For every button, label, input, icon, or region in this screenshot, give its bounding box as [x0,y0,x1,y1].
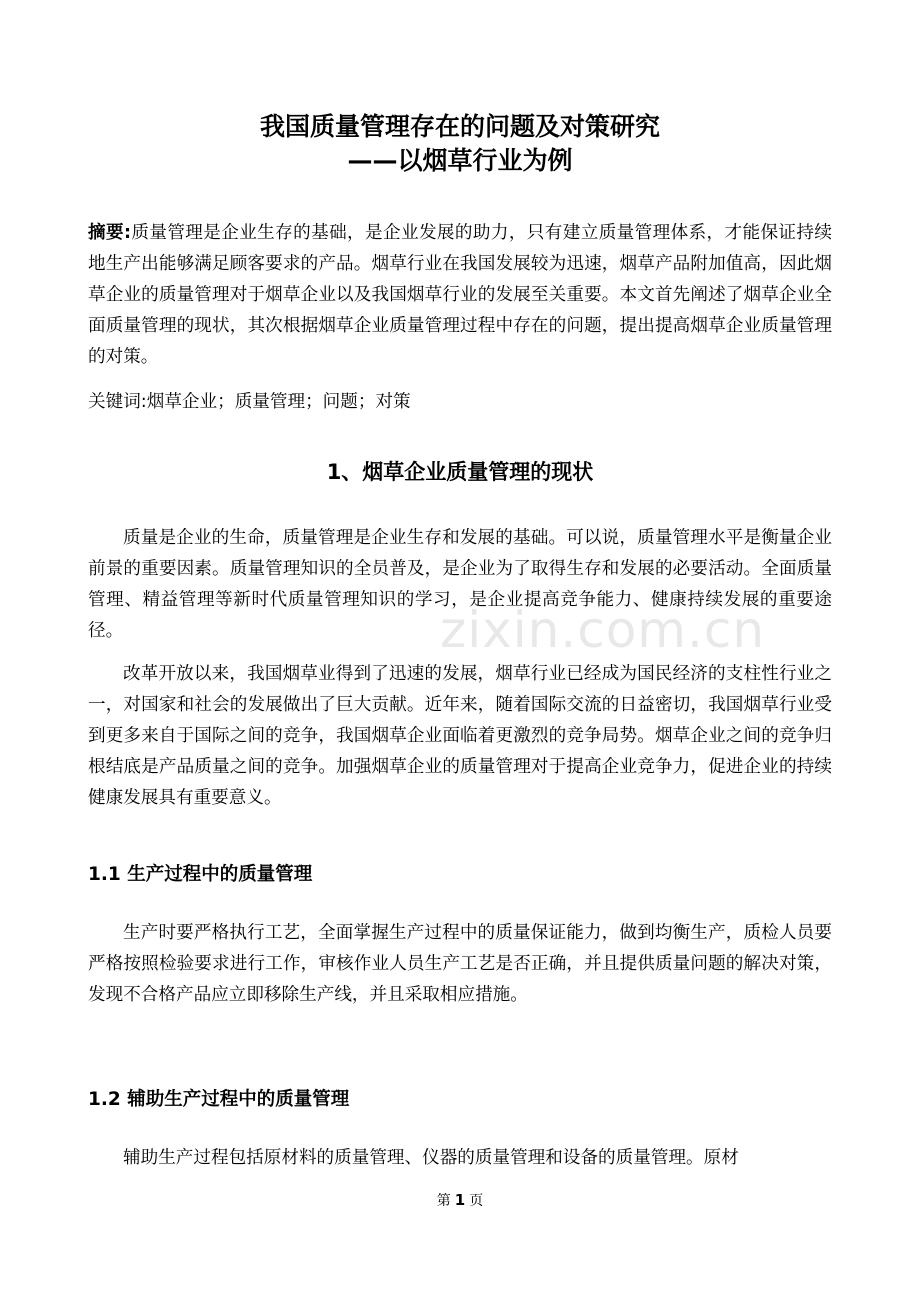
document-subtitle: ——以烟草行业为例 [347,146,573,175]
watermark-text: zixin.com.cn [440,601,766,659]
page-suffix: 页 [469,1193,484,1209]
section-1-paragraph-2: 改革开放以来，我国烟草业得到了迅速的发展，烟草行业已经成为国民经济的支柱性行业之一，对国家和社会的发展做出了巨大贡献。近年来，随着国际交流的日益密切，我国烟草行业受到更多来自于国际之间的竞争，我国烟草企业面临着更激烈的竞争局势。烟草企业之间的竞争归根结底是产品质量之间的竞争。加强烟草企业的质量管理对于提高企业竞争力，促进企业的持续健康发展具有重要意义。 [88,664,832,808]
section-1-heading: 1、烟草企业质量管理的现状 [326,460,594,484]
page-prefix: 第 [436,1193,451,1209]
section-1-2-heading: 1.2 辅助生产过程中的质量管理 [88,1089,350,1110]
abstract-label: 摘要: [88,223,131,243]
section-1-1-heading: 1.1 生产过程中的质量管理 [88,864,313,885]
page-number: 1 [454,1191,466,1209]
abstract-text: 质量管理是企业生存的基础，是企业发展的助力，只有建立质量管理体系，才能保证持续地生产出能够满足顾客要求的产品。烟草行业在我国发展较为迅速，烟草产品附加值高，因此烟草企业的质量管理对于烟草企业以及我国烟草行业的发展至关重要。本文首先阐述了烟草企业全面质量管理的现状，其次根据烟草企业质量管理过程中存在的问题，提出提高烟草企业质量管理的对策。 [88,223,832,367]
keywords-text: 烟草企业；质量管理；问题；对策 [146,392,411,412]
document-title: 我国质量管理存在的问题及对策研究 [259,112,660,141]
section-1-2-paragraph: 辅助生产过程包括原材料的质量管理、仪器的质量管理和设备的质量管理。原材 [123,1148,739,1168]
section-1-1-paragraph: 生产时要严格执行工艺，全面掌握生产过程中的质量保证能力，做到均衡生产，质检人员要严格按照检验要求进行工作，审核作业人员生产工艺是否正确，并且提供质量问题的解决对策，发现不合格产品应立即移除生产线，并且采取相应措施。 [88,923,832,1005]
keywords-label: 关键词: [88,392,147,412]
keywords-paragraph [88,387,832,418]
section-1-paragraph-1: 质量是企业的生命，质量管理是企业生存和发展的基础。可以说，质量管理水平是衡量企业前景的重要因素。质量管理知识的全员普及，是企业为了取得生存和发展的必要活动。全面质量管理、精益管理等新时代质量管理知识的学习，是企业提高竞争能力、健康持续发展的重要途径。 [88,528,832,641]
page-footer [0,1190,920,1211]
abstract-paragraph [88,218,832,373]
